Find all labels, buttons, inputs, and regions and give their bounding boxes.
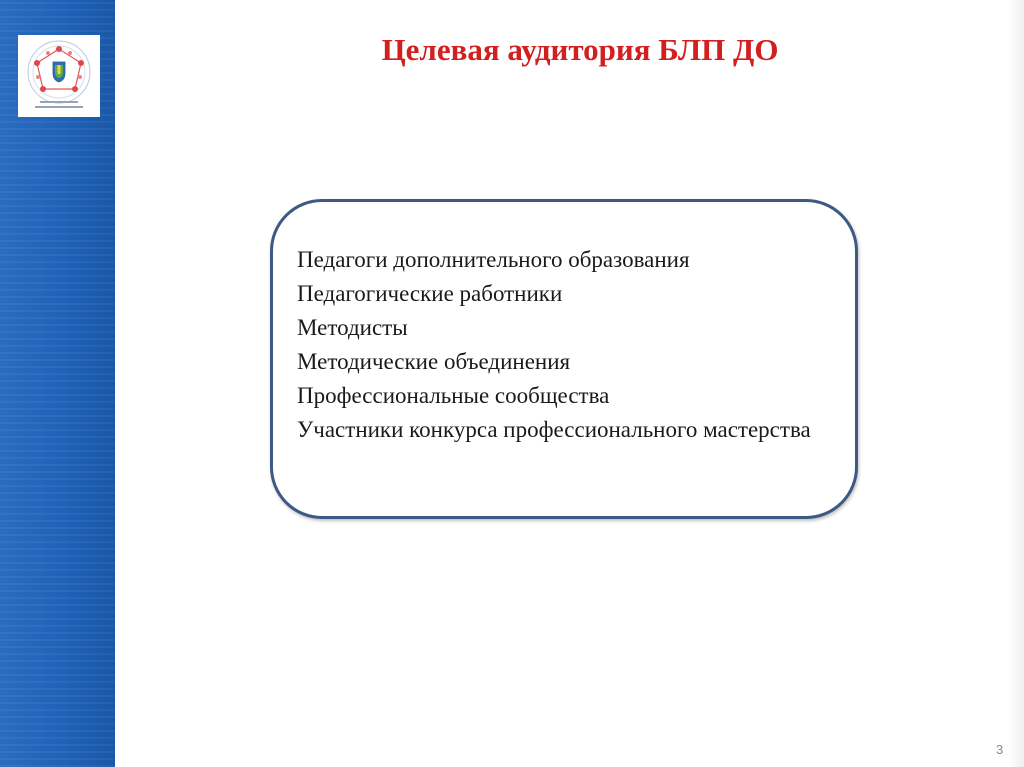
list-item: Профессиональные сообщества <box>297 383 610 408</box>
page-number: 3 <box>996 742 1004 757</box>
list-item: Педагогические работники <box>297 281 563 306</box>
slide-title: Целевая аудитория БЛП ДО <box>381 32 779 67</box>
emblem-logo-icon <box>18 35 100 117</box>
right-edge <box>1008 0 1024 767</box>
list-item: Методисты <box>297 315 408 340</box>
list-item: Педагоги дополнительного образования <box>297 247 690 272</box>
list-item: Участники конкурса профессионального мастерства <box>297 417 811 442</box>
audience-list <box>297 243 832 447</box>
list-item: Методические объединения <box>297 349 571 374</box>
